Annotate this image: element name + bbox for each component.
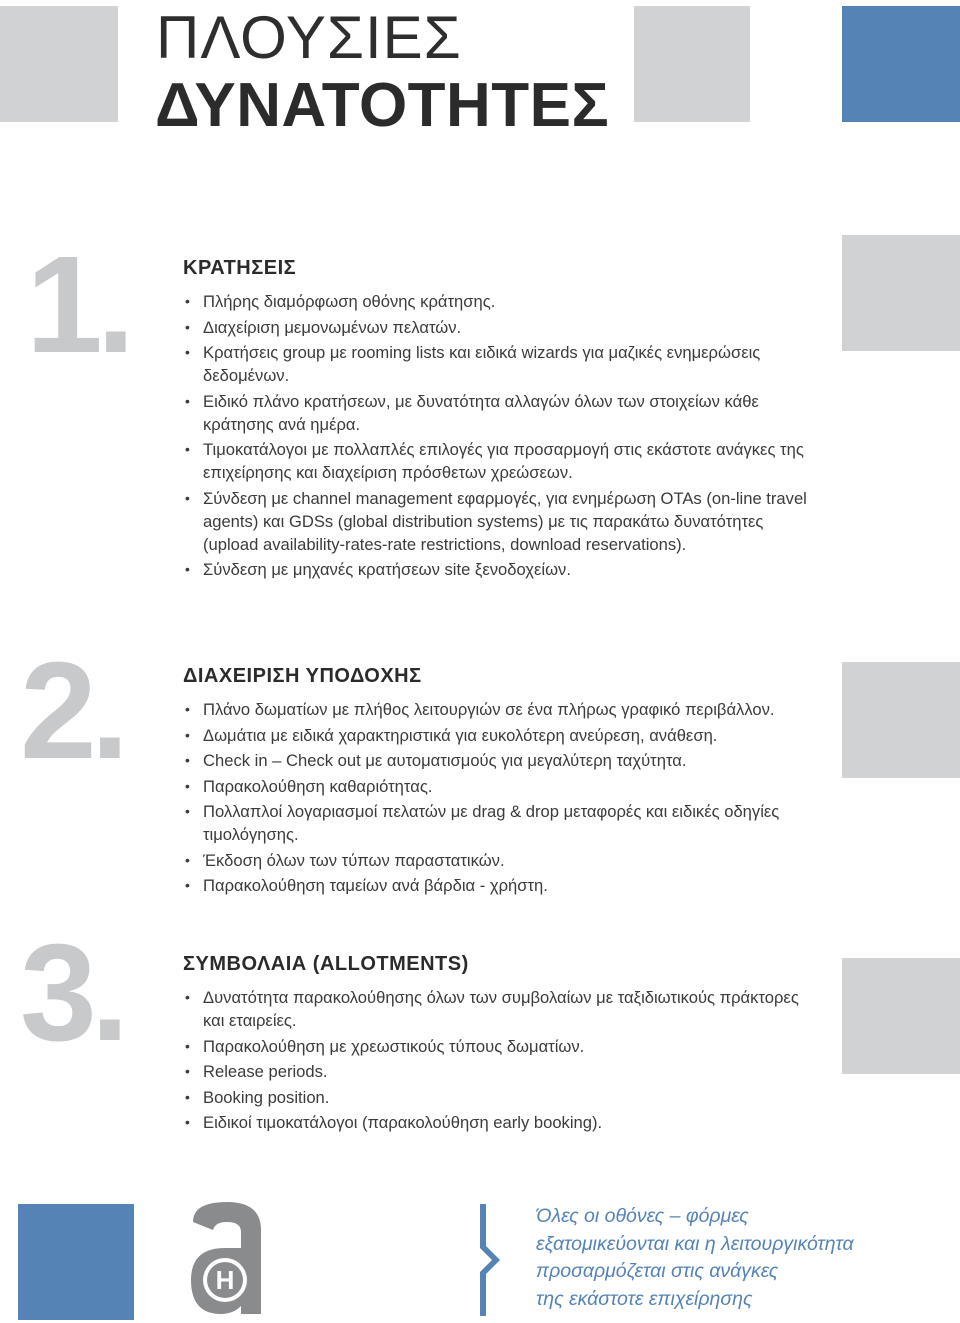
tagline-line: της εκάστοτε επιχείρησης bbox=[536, 1287, 753, 1310]
page-title-line2: ΔΥΝΑΤΟΤΗΤΕΣ bbox=[155, 71, 610, 140]
section-heading: ΣΥΜΒΟΛΑΙΑ (ALLOTMENTS) bbox=[183, 953, 469, 975]
decor-square-right-2 bbox=[842, 662, 960, 778]
list-item: • Διαχείριση μεμονωμένων πελατών. bbox=[183, 316, 823, 339]
list-item: • Booking position. bbox=[183, 1086, 823, 1109]
list-item: • Παρακολούθηση καθαριότητας. bbox=[183, 775, 823, 798]
section-reception bbox=[183, 665, 823, 900]
list-item: • Έκδοση όλων των τύπων παραστατικών. bbox=[183, 849, 823, 872]
tagline-line: εξατομικεύονται και η λειτουργικότητα bbox=[536, 1232, 854, 1255]
tagline-line: Όλες οι οθόνες – φόρμες bbox=[536, 1205, 749, 1227]
decor-square-bottom-left bbox=[18, 1204, 134, 1320]
chevron-right-icon bbox=[476, 1200, 506, 1320]
section-number-2: 2. bbox=[20, 634, 124, 788]
feature-list bbox=[183, 986, 823, 1134]
list-item: • Check in – Check out με αυτοματισμούς για μεγαλύτερη ταχύτητα. bbox=[183, 749, 823, 772]
list-item: • Release periods. bbox=[183, 1060, 823, 1083]
section-reservations bbox=[183, 257, 823, 584]
section-number-1: 1. bbox=[26, 228, 130, 382]
feature-list bbox=[183, 698, 823, 897]
list-item: • Ειδικό πλάνο κρατήσεων, με δυνατότητα αλλαγών όλων των στοιχείων κάθε κράτησης ανά ημέρα. bbox=[183, 390, 823, 436]
list-item: • Παρακολούθηση ταμείων ανά βάρδια - χρήστη. bbox=[183, 874, 823, 897]
list-item: • Δυνατότητα παρακολούθησης όλων των συμβολαίων με ταξιδιωτικούς πράκτορες και εταιρείες. bbox=[183, 986, 823, 1032]
logo-icon bbox=[187, 1200, 267, 1316]
decor-square-top-right bbox=[842, 6, 960, 122]
list-item: • Σύνδεση με channel management εφαρμογές, για ενημέρωση OTAs (on-line travel agents) και GDSs (global distribution systems) με τις παρακάτω δυνατότητες (upload availability-rates-rate restrictions, download reservations). bbox=[183, 487, 823, 556]
section-allotments bbox=[183, 953, 823, 1137]
footer-tagline bbox=[536, 1203, 916, 1313]
list-item: • Τιμοκατάλογοι με πολλαπλές επιλογές για προσαρμογή στις εκάστοτε ανάγκες της επιχείρησης και διαχείριση πρόσθετων χρεώσεων. bbox=[183, 438, 823, 484]
feature-list bbox=[183, 290, 823, 581]
list-item: • Κρατήσεις group με rooming lists και ειδικά wizards για μαζικές ενημερώσεις δεδομένων. bbox=[183, 341, 823, 387]
section-number-3: 3. bbox=[20, 916, 124, 1070]
list-item: • Παρακολούθηση με χρεωστικούς τύπους δωματίων. bbox=[183, 1035, 823, 1058]
list-item: • Ειδικοί τιμοκατάλογοι (παρακολούθηση early booking). bbox=[183, 1111, 823, 1134]
list-item: • Πολλαπλοί λογαριασμοί πελατών με drag & drop μεταφορές και ειδικές οδηγίες τιμολόγησης. bbox=[183, 800, 823, 846]
decor-square-top-left bbox=[0, 6, 118, 122]
page-title-line1: ΠΛΟΥΣΙΕΣ bbox=[156, 4, 462, 71]
list-item: • Σύνδεση με μηχανές κρατήσεων site ξενοδοχείων. bbox=[183, 558, 823, 581]
decor-square-right-1 bbox=[842, 235, 960, 351]
list-item: • Πλάνο δωματίων με πλήθος λειτουργιών σε ένα πλήρως γραφικό περιβάλλον. bbox=[183, 698, 823, 721]
section-heading: ΚΡΑΤΗΣΕΙΣ bbox=[183, 257, 297, 279]
decor-square-top-mid bbox=[634, 6, 750, 122]
logo-letter: H bbox=[215, 1265, 235, 1295]
decor-square-right-3 bbox=[842, 958, 960, 1074]
list-item: • Πλήρης διαμόρφωση οθόνης κράτησης. bbox=[183, 290, 823, 313]
tagline-line: προσαρμόζεται στις ανάγκες bbox=[536, 1260, 779, 1282]
section-heading: ΔΙΑΧΕΙΡΙΣΗ ΥΠΟΔΟΧΗΣ bbox=[183, 665, 422, 687]
list-item: • Δωμάτια με ειδικά χαρακτηριστικά για ευκολότερη ανεύρεση, ανάθεση. bbox=[183, 724, 823, 747]
